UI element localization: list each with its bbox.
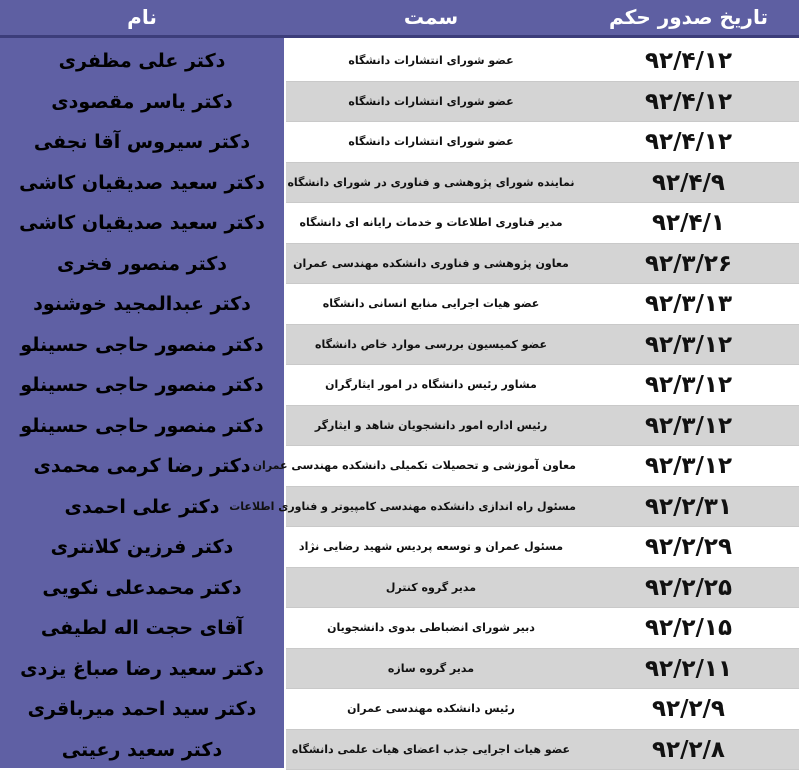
table-row [0, 608, 799, 649]
issue-date: ۹۲/۴/۹ [578, 163, 799, 203]
issue-date: ۹۲/۴/۱۲ [578, 122, 799, 162]
issue-date: ۹۲/۴/۱ [578, 203, 799, 243]
position-title: مشاور رئیس دانشگاه در امور ایثارگران [286, 365, 576, 405]
position-title: عضو هیات اجرایی جذب اعضای هیات علمی دانشگاه [286, 730, 576, 770]
issue-date: ۹۲/۲/۱۱ [578, 649, 799, 689]
position-title: دبیر شورای انضباطی بدوی دانشجویان [286, 608, 576, 648]
position-title: عضو شورای انتشارات دانشگاه [286, 122, 576, 162]
person-name: دکتر فرزین کلانتری [0, 527, 284, 568]
issue-date: ۹۲/۳/۱۲ [578, 446, 799, 486]
person-name: دکتر علی مظفری [0, 41, 284, 82]
table-row [0, 568, 799, 609]
table-row [0, 163, 799, 204]
person-name: دکتر رضا کرمی محمدی [0, 446, 284, 487]
table-row [0, 406, 799, 447]
row-details [286, 406, 799, 447]
row-details [286, 163, 799, 204]
row-details [286, 608, 799, 649]
position-title: مسئول راه اندازی دانشکده مهندسی کامپیوتر و فناوری اطلاعات [286, 487, 576, 527]
table-row [0, 689, 799, 730]
header-name: نام [0, 0, 284, 35]
table-row [0, 365, 799, 406]
position-title: مسئول عمران و توسعه پردیس شهید رضایی نژاد [286, 527, 576, 567]
person-name: آقای حجت اله لطیفی [0, 608, 284, 649]
person-name: دکتر منصور حاجی حسینلو [0, 406, 284, 447]
row-details [286, 122, 799, 163]
row-details [286, 82, 799, 123]
table-row [0, 730, 799, 770]
position-title: مدیر گروه سازه [286, 649, 576, 689]
table-row [0, 284, 799, 325]
person-name: دکتر سیروس آقا نجفی [0, 122, 284, 163]
table-row [0, 446, 799, 487]
person-name: دکتر سعید صدیقیان کاشی [0, 203, 284, 244]
issue-date: ۹۲/۳/۱۲ [578, 325, 799, 365]
header-date: تاریخ صدور حکم [578, 0, 799, 35]
person-name: دکتر سید احمد میرباقری [0, 689, 284, 730]
issue-date: ۹۲/۴/۱۲ [578, 82, 799, 122]
person-name: دکتر منصور حاجی حسینلو [0, 325, 284, 366]
issue-date: ۹۲/۳/۱۲ [578, 365, 799, 405]
table-row [0, 487, 799, 528]
position-title: معاون آموزشی و تحصیلات تکمیلی دانشکده مهندسی عمران [286, 446, 576, 486]
table-row [0, 82, 799, 123]
issue-date: ۹۲/۳/۱۲ [578, 406, 799, 446]
person-name: دکتر سعید صدیقیان کاشی [0, 163, 284, 204]
row-details [286, 446, 799, 487]
position-title: عضو کمیسیون بررسی موارد خاص دانشگاه [286, 325, 576, 365]
person-name: دکتر علی احمدی [0, 487, 284, 528]
header-position: سمت [286, 0, 576, 35]
person-name: دکتر محمدعلی نکویی [0, 568, 284, 609]
position-title: نماینده شورای پژوهشی و فناوری در شورای دانشگاه [286, 163, 576, 203]
row-details [286, 527, 799, 568]
position-title: معاون پژوهشی و فناوری دانشکده مهندسی عمران [286, 244, 576, 284]
row-details [286, 41, 799, 82]
position-title: مدیر فناوری اطلاعات و خدمات رایانه ای دانشگاه [286, 203, 576, 243]
table-header [0, 0, 799, 38]
row-details [286, 487, 799, 528]
issue-date: ۹۲/۲/۲۹ [578, 527, 799, 567]
row-details [286, 284, 799, 325]
row-details [286, 568, 799, 609]
person-name: دکتر یاسر مقصودی [0, 82, 284, 123]
issue-date: ۹۲/۴/۱۲ [578, 41, 799, 81]
person-name: دکتر سعید رضا صباغ یزدی [0, 649, 284, 690]
issue-date: ۹۲/۲/۸ [578, 730, 799, 770]
position-title: رئیس دانشکده مهندسی عمران [286, 689, 576, 729]
table-row [0, 203, 799, 244]
issue-date: ۹۲/۲/۳۱ [578, 487, 799, 527]
issue-date: ۹۲/۲/۹ [578, 689, 799, 729]
issue-date: ۹۲/۲/۱۵ [578, 608, 799, 648]
row-details [286, 689, 799, 730]
person-name: دکتر سعید رعیتی [0, 730, 284, 770]
position-title: عضو شورای انتشارات دانشگاه [286, 41, 576, 81]
row-details [286, 730, 799, 770]
table-row [0, 649, 799, 690]
issue-date: ۹۲/۳/۱۳ [578, 284, 799, 324]
row-details [286, 244, 799, 285]
person-name: دکتر منصور حاجی حسینلو [0, 365, 284, 406]
row-details [286, 649, 799, 690]
issue-date: ۹۲/۳/۲۶ [578, 244, 799, 284]
table-row [0, 122, 799, 163]
position-title: عضو هیات اجرایی منابع انسانی دانشگاه [286, 284, 576, 324]
position-title: عضو شورای انتشارات دانشگاه [286, 82, 576, 122]
table-row [0, 325, 799, 366]
row-details [286, 325, 799, 366]
person-name: دکتر منصور فخری [0, 244, 284, 285]
issue-date: ۹۲/۲/۲۵ [578, 568, 799, 608]
row-details [286, 365, 799, 406]
table-row [0, 41, 799, 82]
person-name: دکتر عبدالمجید خوشنود [0, 284, 284, 325]
row-details [286, 203, 799, 244]
position-title: رئیس اداره امور دانشجویان شاهد و ایثارگر [286, 406, 576, 446]
position-title: مدیر گروه کنترل [286, 568, 576, 608]
table-row [0, 244, 799, 285]
table-row [0, 527, 799, 568]
